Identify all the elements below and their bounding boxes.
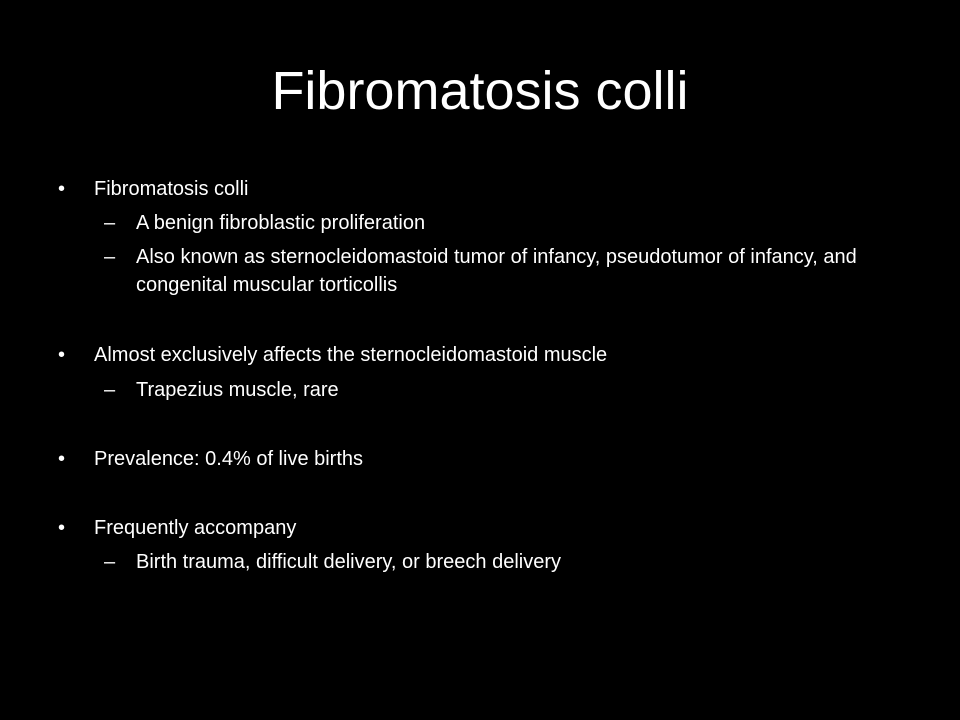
bullet-text: Prevalence: 0.4% of live births <box>94 448 364 470</box>
sub-bullet-text: Birth trauma, difficult delivery, or breech delivery <box>136 551 561 573</box>
sub-bullet-marker: – <box>104 212 116 234</box>
sub-bullet-text: Also known as sternocleidomastoid tumor of infancy, pseudotumor of infancy, and congenital muscular torticollis <box>136 246 857 296</box>
sub-bullet-text: Trapezius muscle, rare <box>136 379 339 401</box>
bullet-marker: • <box>58 517 66 539</box>
bullet-text: Frequently accompany <box>94 517 297 539</box>
bullet-marker: • <box>58 178 66 200</box>
bullet-text: Almost exclusively affects the sternocleidomastoid muscle <box>94 344 608 366</box>
sub-bullet-marker: – <box>104 246 116 268</box>
sub-bullet-marker: – <box>104 551 116 573</box>
sub-bullet-text: A benign fibroblastic proliferation <box>136 212 426 234</box>
slide-title: Fibromatosis colli <box>271 61 689 121</box>
bullet-marker: • <box>58 448 66 470</box>
bullet-text: Fibromatosis colli <box>94 178 249 200</box>
sub-bullet-marker: – <box>104 379 116 401</box>
bullet-marker: • <box>58 344 66 366</box>
